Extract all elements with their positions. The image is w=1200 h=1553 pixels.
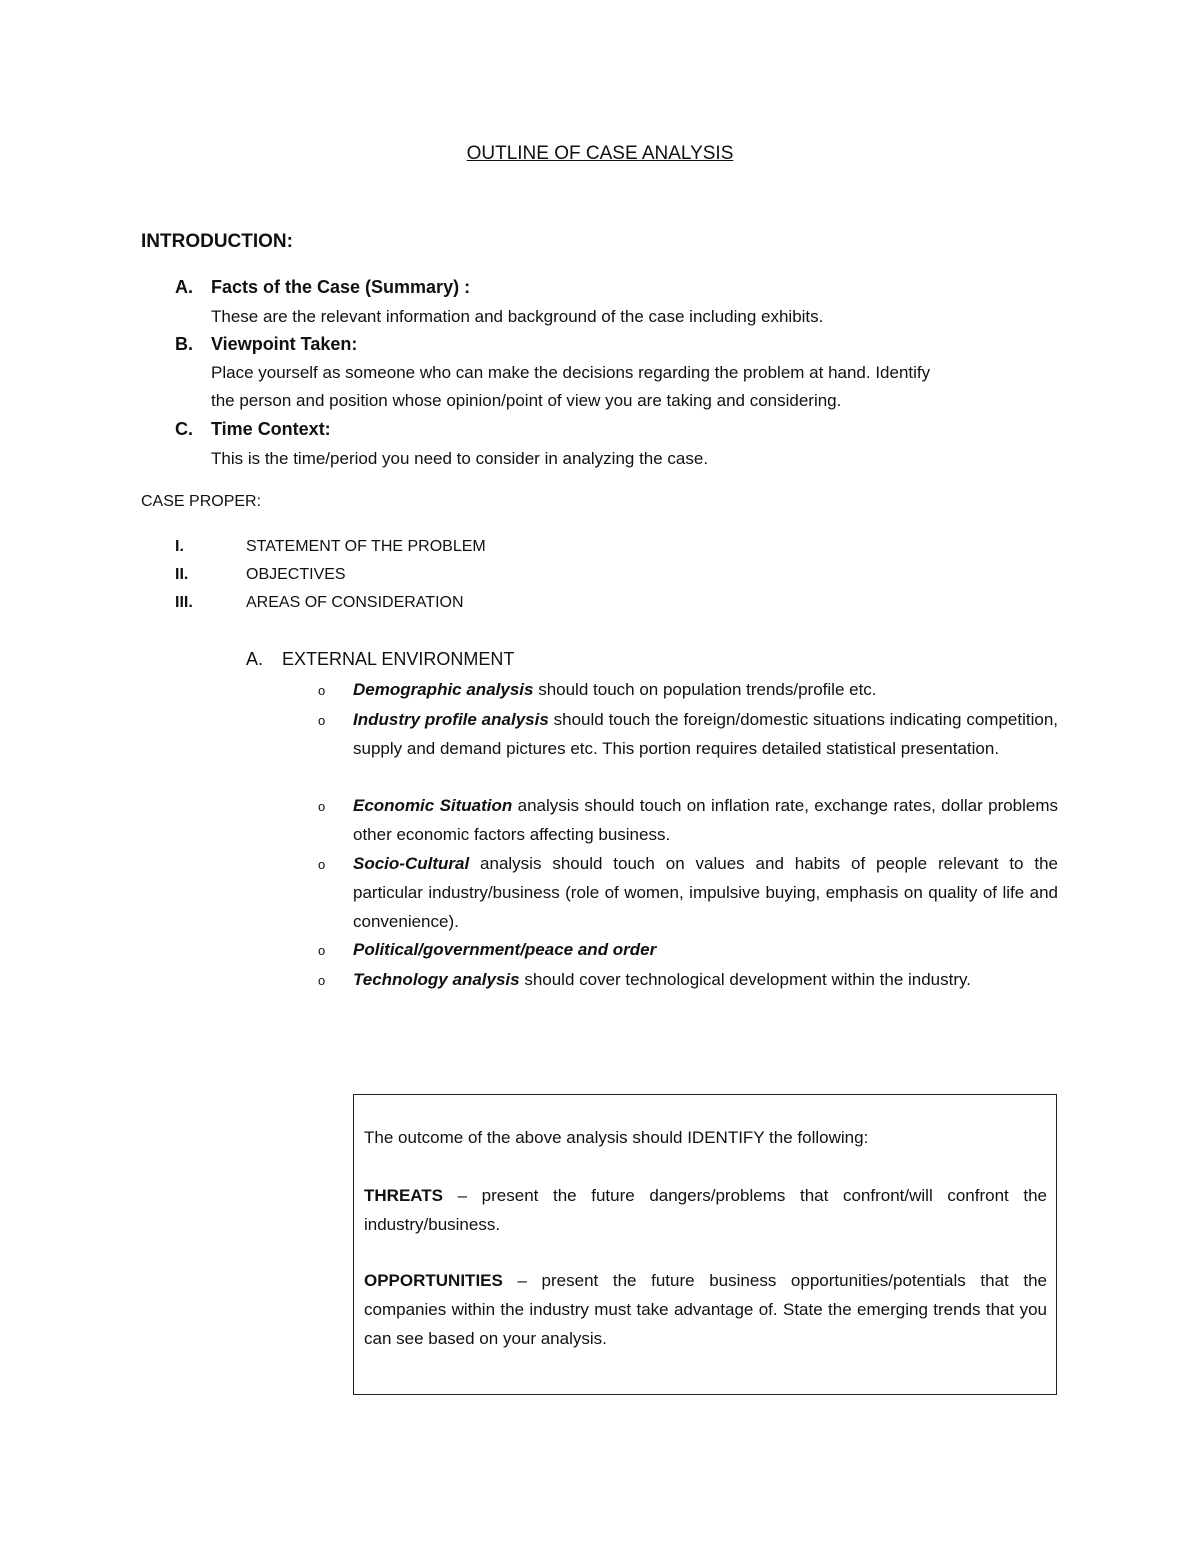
case-proper-numeral-2: II. [175,566,189,583]
case-proper-numeral-3: III. [175,594,193,611]
bullet-icon: o [318,683,326,698]
item-term: Economic Situation [353,796,513,815]
item-text: analysis should touch on inflation rate, exchange rates, dollar problems other economic factors affecting business. [353,796,1058,844]
intro-item-b-text-line-1: Place yourself as someone who can make the decisions regarding the problem at hand. Identify [211,363,931,382]
item-term: Demographic analysis [353,680,534,699]
bullet-icon: o [318,713,326,728]
intro-item-b-text-line-2: the person and position whose opinion/point of view you are taking and considering. [211,391,842,410]
intro-item-b-heading: Viewpoint Taken: [211,334,358,354]
introduction-heading: INTRODUCTION: [141,231,293,252]
case-proper-numeral-1: I. [175,538,184,555]
page-title: OUTLINE OF CASE ANALYSIS [466,143,734,164]
intro-item-a-letter: A. [175,277,193,297]
bullet-icon: o [318,799,326,814]
socio-cultural-item [353,849,1058,936]
item-text: should touch on population trends/profile etc. [533,680,877,699]
opportunities-text: – present the future business opportunities/potentials that the companies within the industry must take advantage of. State the emerging trends that you can see based on your analysis. [364,1271,1047,1348]
item-term: Technology analysis [353,970,520,989]
case-proper-item-areas: AREAS OF CONSIDERATION [246,594,464,611]
external-environment-letter: A. [246,649,264,669]
bullet-icon: o [318,857,326,872]
demographic-analysis-item [353,675,1058,704]
item-term: Industry profile analysis [353,710,549,729]
item-text: should cover technological development within the industry. [519,970,971,989]
opportunities-paragraph [364,1266,1047,1353]
industry-profile-item [353,705,1058,763]
threats-term: THREATS [364,1186,444,1205]
outcome-box [353,1094,1057,1395]
bullet-icon: o [318,973,326,988]
intro-item-a-text: These are the relevant information and background of the case including exhibits. [211,307,824,326]
intro-item-c-letter: C. [175,419,193,439]
opportunities-term: OPPORTUNITIES [364,1271,503,1290]
intro-item-b-letter: B. [175,334,193,354]
political-item [353,935,1058,964]
item-text: analysis should touch on values and habits of people relevant to the particular industry/business (role of women, impulsive buying, emphasis on quality of life and convenience). [353,854,1058,931]
item-text: should touch the foreign/domestic situations indicating competition, supply and demand pictures etc. This portion requires detailed statistical presentation. [353,710,1059,758]
case-proper-heading: CASE PROPER: [141,493,262,510]
threats-text: – present the future dangers/problems that confront/will confront the industry/business. [364,1186,1047,1234]
technology-analysis-item [353,965,1058,994]
case-proper-item-objectives: OBJECTIVES [246,566,346,583]
threats-paragraph [364,1181,1047,1239]
external-environment-heading: EXTERNAL ENVIRONMENT [282,649,515,669]
bullet-icon: o [318,943,326,958]
economic-situation-item [353,791,1058,849]
item-term: Political/government/peace and order [353,940,657,959]
outcome-intro: The outcome of the above analysis should IDENTIFY the following: [364,1128,869,1147]
intro-item-c-heading: Time Context: [211,419,331,439]
intro-item-c-text: This is the time/period you need to consider in analyzing the case. [211,449,709,468]
case-proper-item-problem: STATEMENT OF THE PROBLEM [246,538,486,555]
intro-item-a-heading: Facts of the Case (Summary) : [211,277,471,297]
item-term: Socio-Cultural [353,854,470,873]
